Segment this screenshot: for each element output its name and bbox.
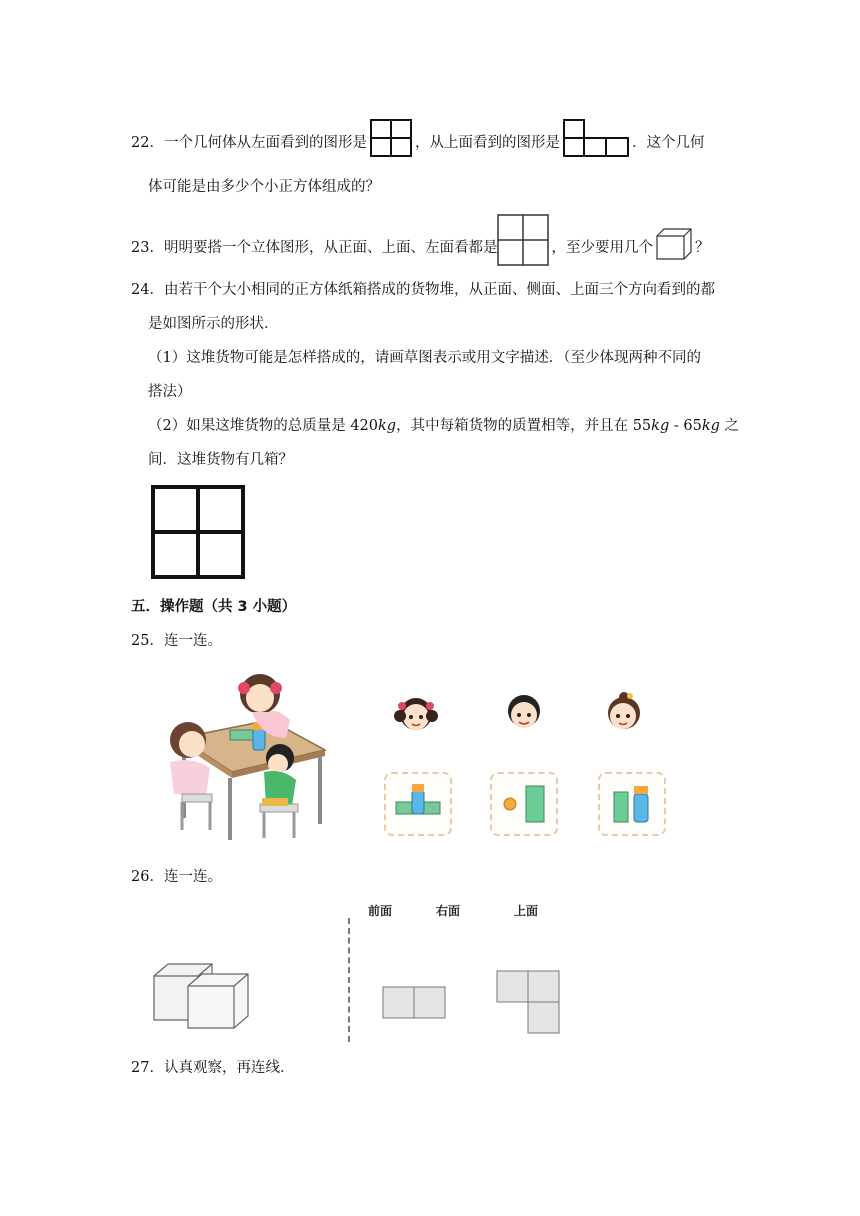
- label-front: 前面: [368, 904, 393, 918]
- q26-text: 连一连。: [163, 869, 222, 885]
- q24-sub1-line2: 搭法）: [148, 384, 192, 400]
- two-squares-view-figure: [382, 986, 446, 1020]
- children-at-table-illustration: [160, 668, 330, 846]
- q24-sub2-dash: - 65: [669, 418, 702, 434]
- q22-line2: 体可能是由多少个小正方体组成的？: [148, 179, 380, 195]
- side-view-objects-icon: [600, 774, 664, 834]
- q24-sub2-text-c: 之: [719, 418, 739, 434]
- q24-sub1-line1: （1）这堆货物可能是怎样搭成的，请画草图表示或用文字描述．（至少体现两种不同的: [148, 350, 701, 366]
- q23-text-b: ，至少要用几个: [551, 240, 653, 256]
- label-right: 右面: [436, 904, 461, 918]
- q22-line1: [131, 128, 704, 158]
- divider-dashed: [348, 918, 350, 1042]
- q26-line: [131, 867, 222, 887]
- l-shape-view-figure: [496, 970, 560, 1036]
- section-5-title: 五．操作题（共 3 小题）: [131, 599, 297, 615]
- girl-bun-face-icon: [602, 692, 646, 732]
- q25-text: 连一连。: [163, 633, 222, 649]
- view-2x2-figure: [497, 214, 549, 266]
- cargo-view-2x2-figure: [150, 484, 246, 580]
- q24-sub2-line2: 间．这堆货物有几箱？: [148, 452, 293, 468]
- q22-number: 22．: [131, 135, 164, 151]
- q22-text-a: 一个几何体从左面看到的图形是: [163, 135, 367, 151]
- q27-text: 认真观察，再连线．: [163, 1060, 295, 1076]
- q24-line2: 是如图所示的形状．: [148, 316, 279, 332]
- unit-kg: kg: [378, 418, 397, 434]
- q25-number: 25．: [131, 633, 164, 649]
- q24-sub2-text-b: ，其中每箱货物的质置相等，并且在 55: [396, 418, 652, 434]
- q24-text-1: 由若干个大小相同的正方体纸箱搭成的货物堆，从正面、侧面、上面三个方向看到的都: [163, 282, 715, 298]
- q24-sub2-line1: [148, 416, 739, 436]
- two-cubes-figure: [150, 960, 254, 1034]
- q23-line: [131, 230, 709, 266]
- q27-line: [131, 1058, 294, 1078]
- view-card-top: [490, 772, 558, 836]
- q24-number: 24．: [131, 282, 164, 298]
- label-top: 上面: [514, 904, 539, 918]
- unit-kg: kg: [651, 418, 670, 434]
- girl-pigtails-face-icon: [394, 694, 438, 734]
- q23-number: 23．: [131, 240, 164, 256]
- view-card-front: [384, 772, 452, 836]
- q27-number: 27．: [131, 1060, 164, 1076]
- q24-sub2-text-a: （2）如果这堆货物的总质量是 420: [148, 418, 379, 434]
- q23-text-a: 明明要搭一个立体图形，从正面、上面、左面看都是: [163, 240, 498, 256]
- q25-line: [131, 631, 222, 651]
- q26-number: 26．: [131, 869, 164, 885]
- q24-line1: [131, 280, 715, 300]
- front-view-objects-icon: [386, 774, 450, 834]
- top-view-objects-icon: [492, 774, 556, 834]
- q22-text-c: ．这个几何: [631, 135, 705, 151]
- q22-text-b: ，从上面看到的图形是: [414, 135, 560, 151]
- unit-kg: kg: [701, 418, 720, 434]
- top-view-l-figure: [562, 118, 630, 158]
- q23-text-c: ？: [694, 240, 710, 256]
- left-view-2x2-figure: [369, 118, 413, 158]
- view-card-side: [598, 772, 666, 836]
- boy-face-icon: [502, 692, 546, 732]
- cube-icon: [655, 227, 693, 261]
